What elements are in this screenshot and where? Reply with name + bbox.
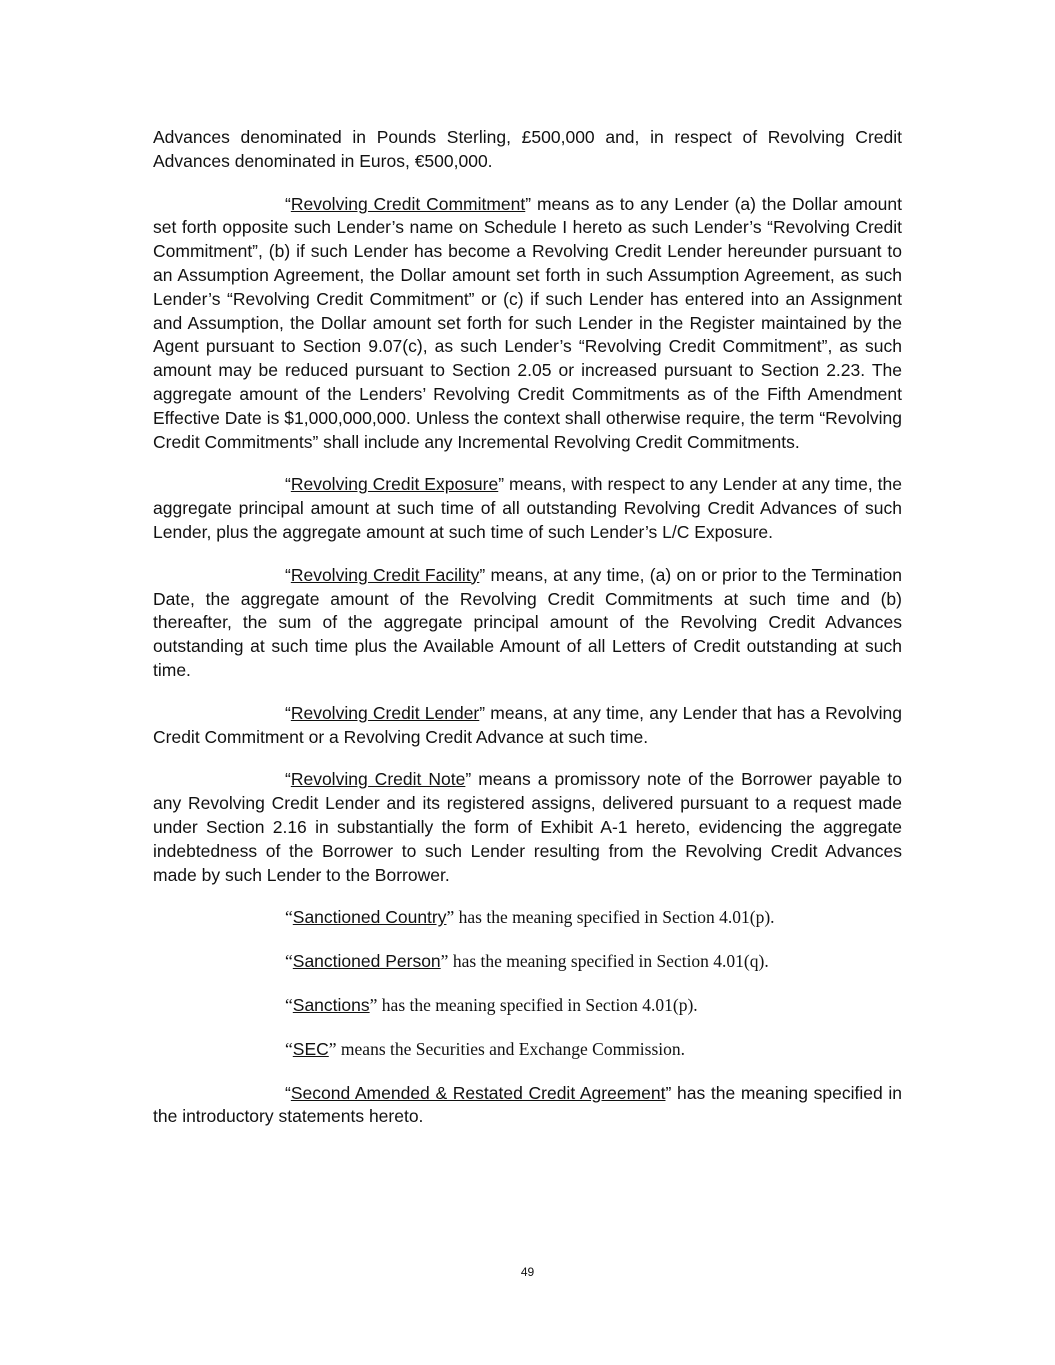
definition-revolving-credit-exposure xyxy=(153,473,902,544)
open-quote: “ xyxy=(285,769,291,790)
defined-term: Revolving Credit Facility xyxy=(290,564,480,585)
open-quote: “ xyxy=(285,474,291,495)
close-quote: ” xyxy=(369,994,378,1015)
definition-second-amended-restated-credit-agreement xyxy=(153,1082,902,1130)
defined-term: Revolving Credit Lender xyxy=(290,702,480,723)
open-quote: “ xyxy=(285,907,293,928)
definition-revolving-credit-note xyxy=(153,768,902,887)
open-quote: “ xyxy=(285,951,293,972)
close-quote: ” xyxy=(446,907,455,928)
open-quote: “ xyxy=(285,1082,291,1103)
open-quote: “ xyxy=(285,994,293,1015)
definition-body: means, at any time, (a) on or prior to the Termination Date, the aggregate amount of the Revolving Credit Commitments at such time and (b) thereafter, the sum of the aggregate principal amount of the Revolving Credit Advances outstanding at such time plus the Available Amount of all Letters of Credit outstanding at such time. xyxy=(153,564,902,680)
open-quote: “ xyxy=(285,193,291,214)
defined-term: Sanctioned Country xyxy=(292,907,447,928)
page-number: 49 xyxy=(520,1265,535,1279)
defined-term: Sanctions xyxy=(292,994,370,1015)
definition-body: means the Securities and Exchange Commission. xyxy=(336,1038,686,1059)
open-quote: “ xyxy=(285,1038,293,1059)
defined-term: Second Amended & Restated Credit Agreement xyxy=(290,1082,666,1103)
definition-revolving-credit-lender xyxy=(153,702,902,750)
definition-body: means, with respect to any Lender at any time, the aggregate principal amount at such time of all outstanding Revolving Credit Advances of such Lender, plus the aggregate amount at such time of such Lender’s L/C Exposure. xyxy=(153,474,902,542)
definition-body: means as to any Lender (a) the Dollar amount set forth opposite such Lender’s name on Schedule I hereto as such Lender’s “Revolving Credit Commitment”, (b) if such Lender has become a Revolving Credit Lender hereunder pursuant to an Assumption Agreement, the Dollar amount set forth in such Assumption Agreement, as such Lender’s “Revolving Credit Commitment” or (c) if such Lender has entered into an Assignment and Assumption, the Dollar amount set forth for such Lender in the Register maintained by the Agent pursuant to Section 9.07(c), as such Lender’s “Revolving Credit Commitment”, as such amount may be reduced pursuant to Section 2.05 or increased pursuant to Section 2.23. The aggregate amount of the Lenders’ Revolving Credit Commitments as of the Fifth Amendment Effective Date is $1,000,000,000. Unless the context shall otherwise require, the term “Revolving Credit Commitments” shall include any Incremental Revolving Credit Commitments. xyxy=(153,193,902,452)
definition-body: has the meaning specified in Section 4.01(q). xyxy=(448,951,769,972)
close-quote: ” xyxy=(440,951,449,972)
defined-term: Revolving Credit Commitment xyxy=(290,193,526,214)
close-quote: ” xyxy=(328,1038,337,1059)
defined-term: Sanctioned Person xyxy=(292,951,441,972)
close-quote: ” xyxy=(479,564,486,585)
close-quote: ” xyxy=(525,193,532,214)
defined-term: Revolving Credit Note xyxy=(290,769,466,790)
close-quote: ” xyxy=(665,1082,672,1103)
definition-sanctions xyxy=(153,994,902,1018)
definition-body: means, at any time, any Lender that has a Revolving Credit Commitment or a Revolving Credit Advance at such time. xyxy=(153,702,902,747)
definition-body: has the meaning specified in Section 4.01(p). xyxy=(377,994,698,1015)
definition-sanctioned-country xyxy=(153,906,902,930)
open-quote: “ xyxy=(285,564,291,585)
definition-body: has the meaning specified in the introductory statements hereto. xyxy=(153,1082,902,1127)
definition-revolving-credit-commitment xyxy=(153,193,902,455)
continuation-paragraph xyxy=(153,126,902,174)
page-body xyxy=(153,126,902,1148)
close-quote: ” xyxy=(479,702,486,723)
paragraph-text: Advances denominated in Pounds Sterling, £500,000 and, in respect of Revolving Credit Advances denominated in Euros, €500,000. xyxy=(153,127,902,171)
open-quote: “ xyxy=(285,702,291,723)
definition-sanctioned-person xyxy=(153,950,902,974)
definition-revolving-credit-facility xyxy=(153,564,902,683)
definition-body: means a promissory note of the Borrower payable to any Revolving Credit Lender and its registered assigns, delivered pursuant to a request made under Section 2.16 in substantially the form of Exhibit A-1 hereto, evidencing the aggregate indebtedness of the Borrower to such Lender resulting from the Revolving Credit Advances made by such Lender to the Borrower. xyxy=(153,769,902,885)
defined-term: Revolving Credit Exposure xyxy=(290,474,499,495)
definition-body: has the meaning specified in Section 4.01(p). xyxy=(454,907,775,928)
definition-sec xyxy=(153,1038,902,1062)
close-quote: ” xyxy=(498,474,505,495)
defined-term: SEC xyxy=(292,1038,329,1059)
close-quote: ” xyxy=(465,769,472,790)
